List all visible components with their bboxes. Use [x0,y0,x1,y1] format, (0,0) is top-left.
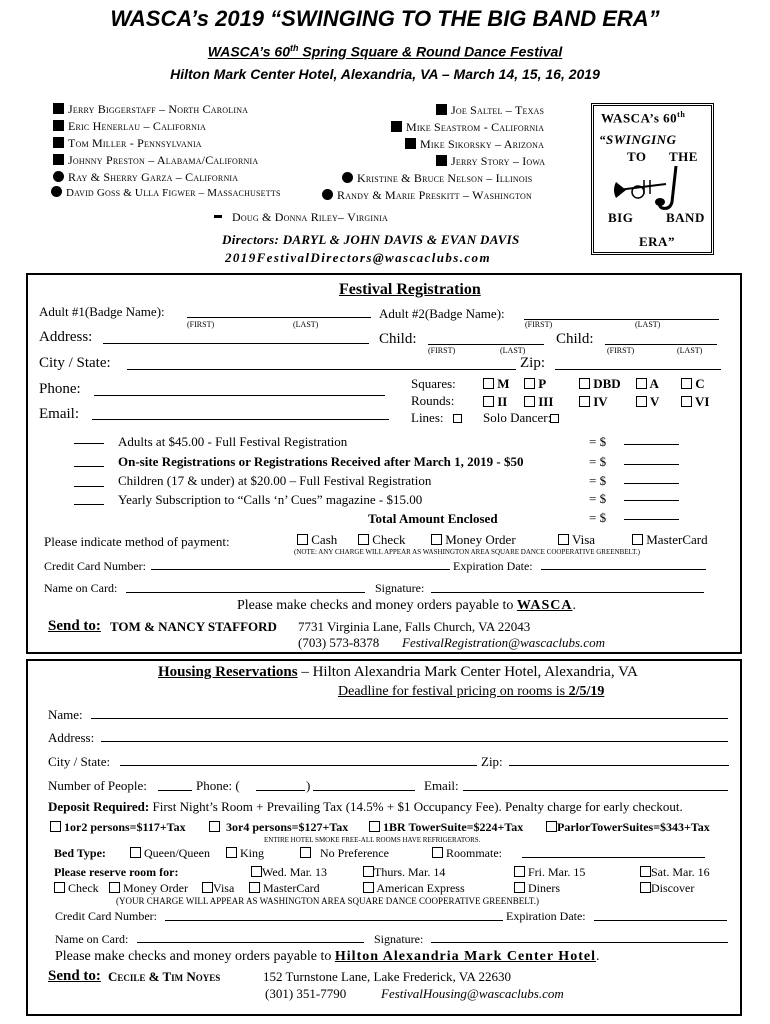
fee-subscription: Yearly Subscription to “Calls ‘n’ Cues” magazine - $15.00 [118,492,423,507]
bed-queen[interactable] [130,846,210,861]
logo-line-4a: BIG [608,210,634,225]
opt-label: M [497,376,510,391]
opt-label: Fri. Mar. 15 [528,865,586,879]
signature-field[interactable] [431,580,704,593]
housing-zip-field[interactable] [509,752,729,766]
amount-adults[interactable] [624,433,679,445]
last-caption: (LAST) [500,346,526,355]
opt-label: Check [68,881,99,895]
hpay-visa[interactable] [202,881,234,896]
send-to-label: Send to: [48,618,101,634]
adult2-label: Adult #2(Badge Name): [379,306,505,321]
housing-phone-area[interactable] [256,777,305,791]
housing-phone-label: Phone: ( [196,778,240,793]
housing-heading-rest: – Hilton Alexandria Mark Center Hotel, Alexandria, VA [297,664,638,680]
saxophone-trumpet-icon [614,164,694,214]
square-opt-m[interactable] [483,376,510,392]
phone-field[interactable] [94,382,385,396]
child1-label: Child: [379,331,417,347]
round-opt-ii[interactable] [483,394,507,410]
caller-left-1 [53,102,248,117]
bed-type-label: Bed Type: [54,846,106,860]
opt-label: 1BR TowerSuite=$224+Tax [383,820,524,834]
caller-name: Kristine & Bruce Nelson – Illinois [357,171,533,185]
caller-name: Jerry Biggerstaff – North Carolina [68,102,249,116]
pay-money-order[interactable] [431,532,516,548]
opt-label: 1or2 persons=$117+Tax [64,820,186,834]
housing-address-label: Address: [48,730,95,745]
opt-label: No Preference [320,846,389,860]
housing-send-to-label: Send to: [48,968,101,984]
round-opt-iii[interactable] [524,394,553,410]
circle-bullet-icon [342,172,353,183]
checkbox-icon[interactable] [632,534,643,545]
housing-cc-field[interactable] [165,908,503,921]
pay-cash[interactable] [297,532,337,548]
last-caption: (LAST) [635,320,661,329]
logo-line-3b: THE [669,149,698,164]
send-to-email: FestivalRegistration@wascaclubs.com [402,635,605,650]
amount-onsite[interactable] [624,453,679,465]
housing-send-to-email: FestivalHousing@wascaclubs.com [381,986,564,1001]
checkbox-icon[interactable] [579,396,590,407]
housing-heading [158,664,638,681]
room-opt-4[interactable] [546,820,710,835]
amount-children[interactable] [624,472,679,484]
square-bullet-icon [436,155,447,166]
opt-label: Money Order [123,881,188,895]
checkbox-icon[interactable] [54,882,65,893]
caller-name: Doug & Donna Riley– Virginia [232,210,389,224]
opt-label: Money Order [445,532,516,547]
checkbox-icon[interactable] [209,821,220,832]
hpay-check[interactable] [54,881,99,896]
amount-eq: = $ [589,454,607,469]
opt-label: P [538,376,547,391]
dash-bullet-icon [214,215,222,218]
night-fri[interactable] [514,865,585,880]
payment-method-label: Please indicate method of payment: [44,534,230,549]
cc-field[interactable] [151,557,450,570]
charge-note: (NOTE: ANY CHARGE WILL APPEAR AS WASHINGTON AREA SQUARE DANCE COOPERATIVE GREENBELT.) [294,548,640,556]
adult2-field[interactable] [524,306,719,320]
first-caption: (FIRST) [428,346,456,355]
checkbox-icon[interactable] [226,847,237,858]
deposit-rest: First Night’s Room + Prevailing Tax (14.5% + $1 Occupancy Fee). Penalty charge for early checkout. [149,799,683,814]
squares-label: Squares: [411,376,456,391]
opt-label: VI [695,394,710,409]
housing-exp-field[interactable] [594,908,727,921]
caller-name: Randy & Marie Preskitt – Washington [337,188,532,202]
caller-name: Eric Henerlau – California [68,119,206,133]
people-label: Number of People: [48,778,147,793]
payable-text: Please make checks and money orders payable to [237,598,517,613]
pay-check[interactable] [358,532,405,548]
opt-label: Visa [572,532,596,547]
checkbox-icon[interactable] [524,378,535,389]
checkbox-icon[interactable] [681,378,692,389]
fee-children: Children (17 & under) at $20.00 – Full Festival Registration [118,473,432,488]
housing-signature-label: Signature: [374,932,424,946]
checkbox-icon[interactable] [640,866,651,877]
solo-dancer-label: Solo Dancer: [483,410,552,425]
housing-zip-label: Zip: [481,754,503,769]
city-state-field[interactable] [127,356,516,370]
solo-dancer-checkbox[interactable] [550,414,559,423]
housing-send-to-phone: (301) 351-7790 [265,986,347,1001]
fee-qty-subscription[interactable] [74,491,104,505]
round-opt-v[interactable] [636,394,659,410]
opt-label: King [240,846,264,860]
address-field[interactable] [103,329,369,344]
caller-right-1 [436,103,544,118]
opt-label: DBD [593,376,621,391]
zip-label: Zip: [520,355,545,371]
room-opt-2[interactable] [209,820,348,835]
zip-field[interactable] [555,356,721,370]
night-thu[interactable] [363,865,445,880]
checkbox-icon[interactable] [483,396,494,407]
registration-heading: Festival Registration [339,281,481,298]
email-label: Email: [39,406,79,422]
round-opt-iv[interactable] [579,394,608,410]
checkbox-icon[interactable] [636,396,647,407]
logo-line-3a: TO [627,149,647,164]
child1-field[interactable] [428,331,544,345]
amount-eq: = $ [589,434,607,449]
caller-name: Ray & Sherry Garza – California [68,170,239,184]
city-state-label: City / State: [39,355,111,371]
reserve-label: Please reserve room for: [54,865,179,879]
checkbox-icon[interactable] [202,882,213,893]
caller-right-6 [322,188,532,203]
opt-label: Roommate: [446,846,502,860]
housing-address-field[interactable] [101,728,728,742]
checkbox-icon[interactable] [558,534,569,545]
circle-bullet-icon [322,189,333,200]
caller-right-5 [342,171,532,186]
deadline-text: Deadline for festival pricing on rooms is [338,684,569,699]
housing-name-on-card-label: Name on Card: [55,932,129,946]
hpay-diners[interactable] [514,881,560,896]
first-caption: (FIRST) [525,320,553,329]
caller-right-3 [405,137,544,152]
amount-eq: = $ [589,491,607,506]
opt-label: Check [372,532,406,547]
checkbox-icon[interactable] [432,847,443,858]
housing-cc-label: Credit Card Number: [55,909,157,923]
housing-email-label: Email: [424,778,459,793]
caller-right-4 [436,154,545,169]
amount-total[interactable] [624,508,679,520]
caller-center [214,210,388,225]
housing-phone-field[interactable] [313,777,415,791]
housing-city-field[interactable] [120,752,477,766]
deposit-line [48,799,683,815]
checkbox-icon[interactable] [431,534,442,545]
hpay-money-order[interactable] [109,881,188,896]
child2-label: Child: [556,331,594,347]
logo-line-2: “SWINGING [599,132,677,147]
first-caption: (FIRST) [187,320,215,329]
festival-logo [591,103,714,255]
subtitle-sup: th [290,43,299,53]
opt-label: C [695,376,705,391]
opt-label: V [650,394,660,409]
checkbox-icon[interactable] [546,821,557,832]
amount-eq: = $ [589,473,607,488]
payable-line: Please make checks and money orders payable to WASCA. [237,598,576,613]
amount-eq: = $ [589,510,607,525]
housing-heading-bold: Housing Reservations [158,664,298,680]
checkbox-icon[interactable] [50,821,61,832]
square-bullet-icon [405,138,416,149]
send-to-address: 7731 Virginia Lane, Falls Church, VA 22043 [298,619,531,634]
deposit-bold: Deposit Required: [48,799,150,814]
caller-left-2 [53,119,206,134]
email-field[interactable] [92,406,389,420]
lines-label: Lines: [411,410,444,425]
cc-label: Credit Card Number: [44,559,146,573]
opt-label: American Express [376,881,465,895]
opt-label: Visa [213,881,235,895]
checkbox-icon[interactable] [251,866,262,877]
last-caption: (LAST) [293,320,319,329]
square-bullet-icon [53,103,64,114]
adult1-label: Adult #1(Badge Name): [39,304,165,319]
opt-label: Wed. Mar. 13 [262,865,328,879]
logo-line-1 [601,110,685,126]
lines-checkbox[interactable] [453,414,462,423]
opt-label: A [649,376,659,391]
square-bullet-icon [53,154,64,165]
send-to-name: TOM & NANCY STAFFORD [110,619,277,634]
checkbox-icon[interactable] [681,396,692,407]
first-caption: (FIRST) [607,346,635,355]
name-on-card-label: Name on Card: [44,581,118,595]
housing-payable-line: Please make checks and money orders payable to Hilton Alexandria Mark Center Hotel. [55,949,600,964]
page-title: WASCA’s 2019 “SWINGING TO THE BIG BAND ERA” [110,6,660,31]
amount-subscription[interactable] [624,489,679,501]
hpay-mastercard[interactable] [249,881,320,896]
caller-name: Johnny Preston – Alabama/California [68,153,259,167]
checkbox-icon[interactable] [514,866,525,877]
square-bullet-icon [53,120,64,131]
checkbox-icon[interactable] [300,847,311,858]
checkbox-icon[interactable] [358,534,369,545]
housing-deadline [338,684,604,700]
fee-onsite: On-site Registrations or Registrations Received after March 1, 2019 - $50 [118,454,524,469]
roommate-field[interactable] [522,845,705,858]
hpay-discover[interactable] [640,881,694,896]
opt-label: Cash [311,532,338,547]
housing-send-to-address: 152 Turnstone Lane, Lake Frederick, VA 22630 [263,969,511,984]
fee-qty-adults[interactable] [74,430,104,444]
caller-left-6 [51,186,281,199]
opt-label: III [538,394,554,409]
fee-qty-children[interactable] [74,473,104,487]
opt-label: MasterCard [263,881,320,895]
fee-adults: Adults at $45.00 - Full Festival Registration [118,434,348,449]
checkbox-icon[interactable] [109,882,120,893]
opt-label: ParlorTowerSuites=$343+Tax [557,820,710,834]
payable-to: Hilton Alexandria Mark Center Hotel [334,949,596,964]
checkbox-icon[interactable] [514,882,525,893]
logo-text: WASCA’s 60 [601,110,678,126]
checkbox-icon[interactable] [524,396,535,407]
checkbox-icon[interactable] [640,882,651,893]
caller-name: Mike Seastrom - California [406,120,545,134]
smoke-free-note: ENTIRE HOTEL SMOKE FREE-ALL ROOMS HAVE REFRIGERATORS. [264,836,481,844]
housing-name-label: Name: [48,707,83,722]
caller-name: Tom Miller - Pennsylvania [68,136,202,150]
caller-name: David Goss & Ulla Figwer – Massachusetts [66,187,281,199]
checkbox-icon[interactable] [130,847,141,858]
checkbox-icon[interactable] [249,882,260,893]
circle-bullet-icon [51,186,62,197]
checkbox-icon[interactable] [369,821,380,832]
phone-close: ) [306,778,311,793]
opt-label: IV [593,394,608,409]
caller-name: Joe Saltel – Texas [451,103,545,117]
housing-exp-label: Expiration Date: [506,909,586,923]
bed-roommate[interactable] [432,846,502,861]
checkbox-icon[interactable] [297,534,308,545]
fee-qty-onsite[interactable] [74,453,104,467]
housing-send-to-name: Cecile & Tim Noyes [108,969,221,984]
caller-left-3 [53,136,202,151]
last-caption: (LAST) [677,346,703,355]
circle-bullet-icon [53,171,64,182]
signature-label: Signature: [375,581,425,595]
square-opt-a[interactable] [636,376,659,392]
festival-location: Hilton Mark Center Hotel, Alexandria, VA – March 14, 15, 16, 2019 [170,66,600,82]
square-opt-dbd[interactable] [579,376,621,392]
square-opt-c[interactable] [681,376,705,392]
adult1-field[interactable] [187,304,371,318]
checkbox-icon[interactable] [579,378,590,389]
hpay-amex[interactable] [363,881,465,896]
child2-field[interactable] [605,331,717,345]
directors-line: Directors: DARYL & JOHN DAVIS & EVAN DAVIS [222,232,520,247]
housing-email-field[interactable] [463,777,728,791]
exp-field[interactable] [541,557,706,570]
caller-name: Mike Sikorsky – Arizona [420,137,545,151]
address-label: Address: [39,329,93,345]
subtitle-text: WASCA’s 60 [207,43,290,60]
checkbox-icon[interactable] [363,882,374,893]
housing-name-field[interactable] [91,705,728,719]
housing-name-on-card-field[interactable] [137,930,364,943]
square-bullet-icon [436,104,447,115]
deadline-date: 2/5/19 [568,684,605,699]
send-to-phone: (703) 573-8378 [298,635,380,650]
opt-label: MasterCard [646,532,708,547]
opt-label: Thurs. Mar. 14 [374,865,446,879]
people-field[interactable] [158,777,192,791]
opt-label: Queen/Queen [144,846,210,860]
caller-name: Jerry Story – Iowa [451,154,546,168]
logo-line-5: ERA” [639,234,675,249]
checkbox-icon[interactable] [363,866,374,877]
pay-mastercard[interactable] [632,532,708,548]
square-bullet-icon [53,137,64,148]
checkbox-icon[interactable] [636,378,647,389]
opt-label: II [497,394,508,409]
square-opt-p[interactable] [524,376,546,392]
total-label: Total Amount Enclosed [368,511,498,526]
housing-city-label: City / State: [48,754,111,769]
bed-no-preference[interactable] [300,846,389,861]
caller-left-5 [53,170,238,185]
subtitle-text-post: Spring Square & Round Dance Festival [298,43,563,60]
payable-text: Please make checks and money orders payable to [55,949,335,964]
opt-label: Discover [651,881,695,895]
directors-email: 2019FestivalDirectors@wascaclubs.com [225,250,491,265]
payable-to: WASCA [516,598,573,613]
opt-label: Diners [528,881,560,895]
bed-king[interactable] [226,846,264,861]
pay-visa[interactable] [558,532,595,548]
round-opt-vi[interactable] [681,394,709,410]
logo-line-4b: BAND [666,210,705,225]
night-wed[interactable] [251,865,327,880]
checkbox-icon[interactable] [483,378,494,389]
phone-label: Phone: [39,381,81,397]
housing-charge-note: (YOUR CHARGE WILL APPEAR AS WASHINGTON AREA SQUARE DANCE COOPERATIVE GREENBELT.) [116,896,539,906]
exp-label: Expiration Date: [453,559,533,573]
festival-subtitle [0,43,770,60]
room-opt-3[interactable] [369,820,523,835]
housing-signature-field[interactable] [431,930,728,943]
opt-label: Sat. Mar. 16 [651,865,710,879]
night-sat[interactable] [640,865,710,880]
rounds-label: Rounds: [411,393,455,408]
caller-right-2 [391,120,544,135]
logo-sup: th [677,110,686,119]
room-opt-1[interactable] [50,820,186,835]
square-bullet-icon [391,121,402,132]
opt-label: 3or4 persons=$127+Tax [226,820,349,834]
caller-left-4 [53,153,258,168]
name-on-card-field[interactable] [126,580,365,593]
